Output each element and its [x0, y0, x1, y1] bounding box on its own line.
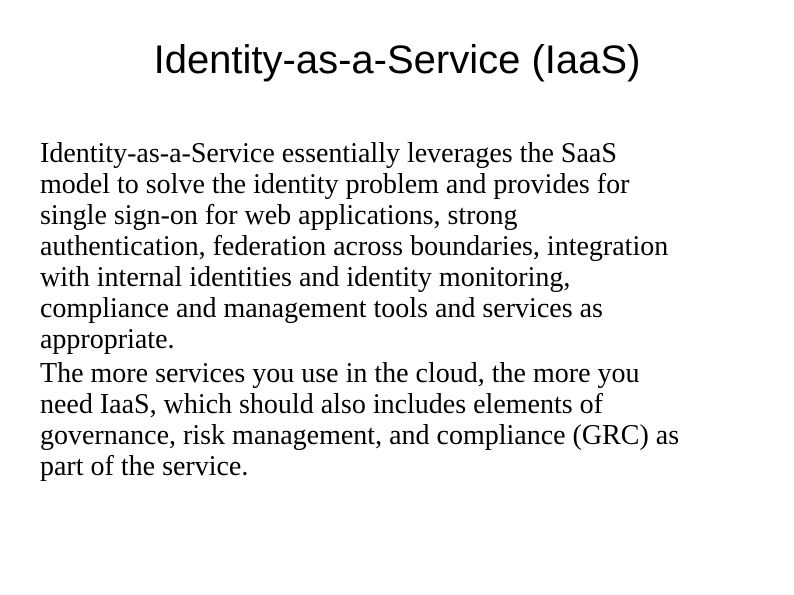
paragraph-iaas-definition: [40, 138, 770, 355]
slide-title: Identity-as-a-Service (IaaS): [153, 38, 641, 82]
text-line: with internal identities and identity monitoring,: [40, 262, 571, 293]
text-line: authentication, federation across boundaries, integration: [40, 231, 669, 262]
text-line: Identity-as-a-Service essentially leverages the SaaS: [40, 138, 617, 169]
text-line: The more services you use in the cloud, the more you: [40, 358, 640, 389]
text-line: governance, risk management, and compliance (GRC) as: [40, 420, 680, 451]
text-line: appropriate.: [40, 324, 175, 355]
slide-body: [40, 138, 770, 485]
text-line: single sign-on for web applications, strong: [40, 200, 518, 231]
text-line: part of the service.: [40, 451, 249, 482]
text-line: model to solve the identity problem and provides for: [40, 169, 630, 200]
paragraph-iaas-grc: [40, 358, 770, 482]
text-line: compliance and management tools and services as: [40, 293, 603, 324]
text-line: need IaaS, which should also includes elements of: [40, 389, 603, 420]
